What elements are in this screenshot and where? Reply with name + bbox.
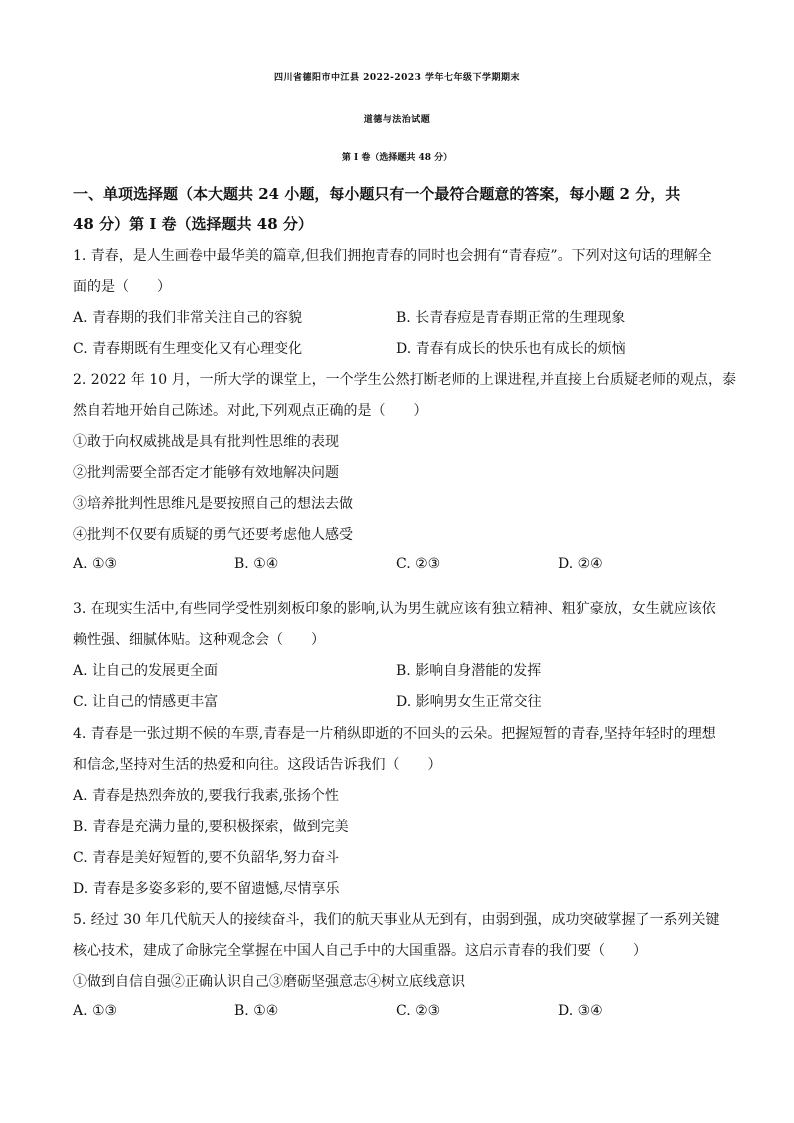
q2-statement-2: ②批判需要全部否定才能够有效地解决问题 xyxy=(73,465,339,481)
q2-stem: 2. 2022 年 10 月，一所大学的课堂上，一个学生公然打断老师的上课进程,并直接上台质疑老师的观点，泰 xyxy=(73,372,737,388)
q3-stem: 3. 在现实生活中,有些同学受性别刻板印象的影响,认为男生就应该有独立精神、粗犷豪放，女生就应该依 xyxy=(73,601,716,617)
q2-option-a: A. ①③ xyxy=(73,556,118,572)
q5-statements: ①做到自信自强②正确认识自己③磨砺坚强意志④树立底线意识 xyxy=(73,974,465,990)
q1-option-d: D. 青春有成长的快乐也有成长的烦恼 xyxy=(396,341,626,357)
q3-option-a: A. 让自己的发展更全面 xyxy=(73,663,219,679)
q5-option-a: A. ①③ xyxy=(73,1003,118,1019)
q5-option-c: C. ②③ xyxy=(396,1003,441,1019)
q5-stem-cont: 核心技术，建成了命脉完全掌握在中国人自己手中的大国重器。这启示青春的我们要（ ） xyxy=(73,943,647,959)
q4-option-c: C. 青春是美好短暂的,要不负韶华,努力奋斗 xyxy=(73,850,340,866)
q1-stem-cont: 面的是（ ） xyxy=(73,279,171,295)
q2-statement-3: ③培养批判性思维凡是要按照自己的想法去做 xyxy=(73,496,353,512)
q3-option-c: C. 让自己的情感更丰富 xyxy=(73,694,219,710)
q2-statement-4: ④批判不仅要有质疑的勇气还要考虑他人感受 xyxy=(73,527,353,543)
q2-statement-1: ①敢于向权威挑战是具有批判性思维的表现 xyxy=(73,434,339,450)
exam-title: 四川省德阳市中江县 2022-2023 学年七年级下学期期末 xyxy=(273,73,521,83)
q1-option-c: C. 青春期既有生理变化又有心理变化 xyxy=(73,341,303,357)
q2-option-c: C. ②③ xyxy=(396,556,441,572)
q3-option-b: B. 影响自身潜能的发挥 xyxy=(396,663,542,679)
q4-stem: 4. 青春是一张过期不候的车票,青春是一片稍纵即逝的不回头的云朵。把握短暂的青春,坚持年轻时的理想 xyxy=(73,726,716,742)
q3-stem-cont: 赖性强、细腻体贴。这种观念会（ ） xyxy=(73,632,325,648)
q2-stem-cont: 然自若地开始自己陈述。对此,下列观点正确的是（ ） xyxy=(73,403,428,419)
q4-option-a: A. 青春是热烈奔放的,要我行我素,张扬个性 xyxy=(73,788,339,804)
q4-option-b: B. 青春是充满力量的,要积极探索，做到完美 xyxy=(73,819,349,835)
q5-option-d: D. ③④ xyxy=(558,1003,603,1019)
section-heading-cont: 48 分）第 I 卷（选择题共 48 分） xyxy=(73,215,313,233)
q4-stem-cont: 和信念,坚持对生活的热爱和向往。这段话告诉我们（ ） xyxy=(73,757,442,773)
q5-option-b: B. ①④ xyxy=(234,1003,279,1019)
volume-heading: 第 I 卷（选择题共 48 分） xyxy=(341,153,453,163)
q1-option-a: A. 青春期的我们非常关注自己的容貌 xyxy=(73,310,303,326)
q1-stem: 1. 青春，是人生画卷中最华美的篇章,但我们拥抱青春的同时也会拥有“青春痘”。下列对这句话的理解全 xyxy=(73,248,712,264)
q1-option-b: B. 长青春痘是青春期正常的生理现象 xyxy=(396,310,626,326)
exam-subject: 道德与法治试题 xyxy=(363,115,431,125)
q5-stem: 5. 经过 30 年几代航天人的接续奋斗，我们的航天事业从无到有，由弱到强，成功突破掌握了一系列关键 xyxy=(73,912,720,928)
q4-option-d: D. 青春是多姿多彩的,要不留遗憾,尽情享乐 xyxy=(73,881,340,897)
q2-option-b: B. ①④ xyxy=(234,556,279,572)
section-heading: 一、单项选择题（本大题共 24 小题，每小题只有一个最符合题意的答案，每小题 2 分，共 xyxy=(73,185,681,203)
q2-option-d: D. ②④ xyxy=(558,556,603,572)
q3-option-d: D. 影响男女生正常交往 xyxy=(396,694,542,710)
